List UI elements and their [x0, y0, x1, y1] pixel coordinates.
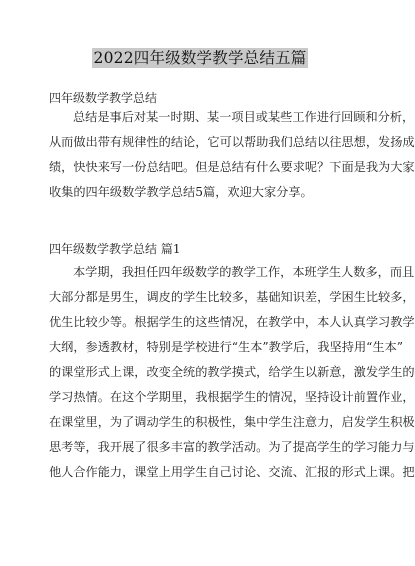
intro-line: 收集的四年级数学教学总结5篇，欢迎大家分享。 [49, 185, 313, 199]
intro-line: 从而做出带有规律性的结论，它可以帮助我们总结以往思想，发扬成 [49, 135, 415, 149]
body-line: 他人合作能力，课堂上用学生自己讨论、交流、汇报的形式上课。把 [49, 465, 415, 479]
body-line: 大纲，参透教材，特别是学校进行“生本”教学后，我坚持用“生本” [49, 340, 403, 354]
body-paragraph [49, 260, 415, 485]
body-line: 在课堂里，为了调动学生的积极性，集中学生注意力，启发学生积极 [49, 415, 415, 429]
body-line: 的课堂形式上课，改变全统的教学摸式，给学生以新意，激发学生的 [49, 365, 415, 379]
intro-line: 总结是事后对某一时期、某一项目或某些工作进行回顾和分析， [73, 110, 415, 124]
article-heading: 四年级数学教学总结 篇1 [49, 242, 181, 256]
intro-paragraph [49, 105, 415, 205]
section-heading: 四年级数学教学总结 [49, 91, 158, 105]
document-title: 2022四年级数学教学总结五篇 [93, 49, 307, 67]
body-line: 学习热情。在这个学期里，我根据学生的情况，坚持设计前置作业， [49, 390, 415, 404]
body-line: 优生比较少等。根据学生的这些情况，在教学中，本人认真学习教学 [49, 315, 415, 329]
body-line: 本学期，我担任四年级数学的教学工作，本班学生人数多，而且 [73, 265, 415, 279]
body-line: 思考等，我开展了很多丰富的教学活动。为了提高学生的学习能力与 [49, 440, 415, 454]
intro-line: 绩，快快来写一份总结吧。但是总结有什么要求呢？下面是我为大家 [49, 160, 415, 174]
title-container [0, 48, 400, 68]
body-line: 大部分都是男生，调皮的学生比较多，基础知识差，学困生比较多， [49, 290, 415, 304]
